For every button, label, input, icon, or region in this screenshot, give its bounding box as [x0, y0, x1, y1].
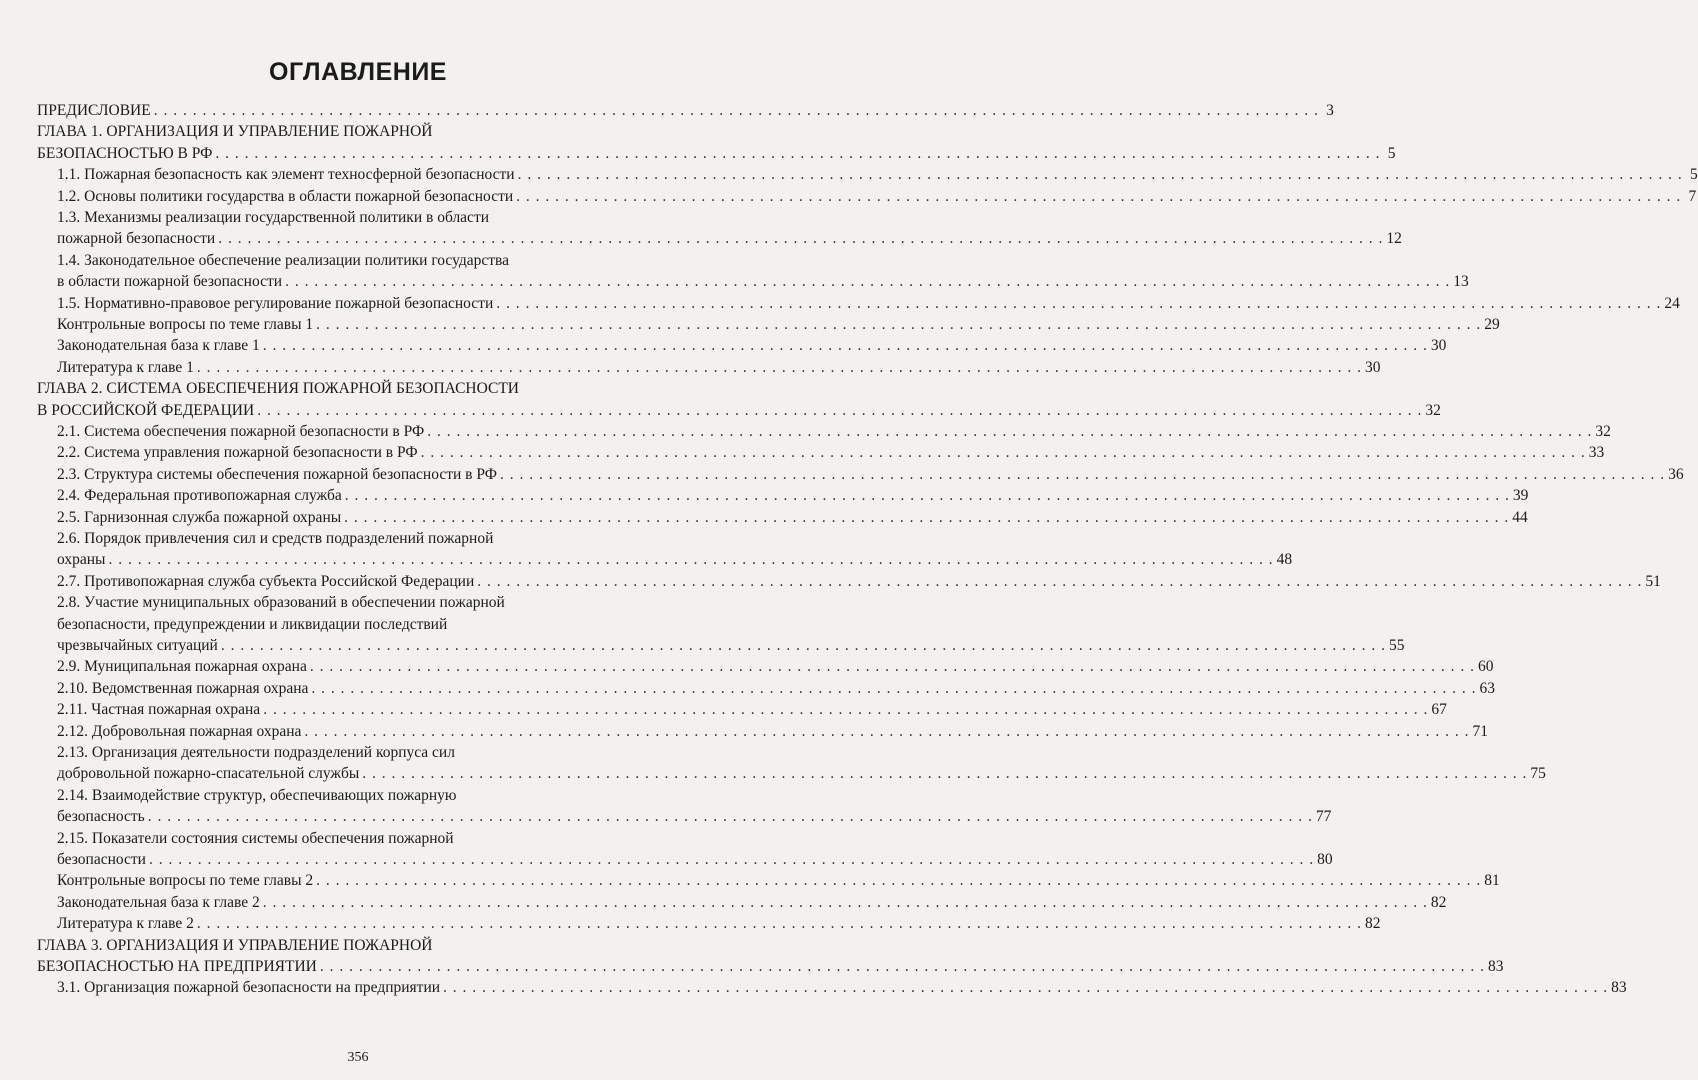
toc-entry-text: 2.6. Порядок привлечения сил и средств подразделений пожарной	[57, 530, 494, 547]
toc-entry-text: 2.11. Частная пожарная охрана	[57, 701, 261, 719]
toc-entry-text: 2.5. Гарнизонная служба пожарной охраны	[57, 508, 342, 526]
toc-entry-text: охраны	[57, 551, 106, 569]
toc-page-number: 39	[1512, 487, 1529, 505]
dot-leader: . . . . . . . . . . . . . . . . . . . . . . . . . . . . . . . . . . . . . . . . . . . . . . . . . . . . . . . . . . . . . . . . . . . . . . . . . . . . . . . . . . . . . . . . . . . . . . . . . . . . . . . . . . . . . . . . . . . . . . . .	[477, 572, 1643, 590]
toc-entry-text: 2.3. Структура системы обеспечения пожарной безопасности в РФ	[57, 465, 497, 483]
toc-entry-text: БЕЗОПАСНОСТЬЮ НА ПРЕДПРИЯТИИ	[37, 957, 317, 975]
toc-page-number: 36	[1668, 465, 1684, 483]
toc-page-number: 33	[1588, 444, 1605, 462]
toc-entry-text: 2.12. Добровольная пожарная охрана	[57, 722, 302, 740]
toc-entry-text: в области пожарной безопасности	[57, 273, 283, 291]
dot-leader: . . . . . . . . . . . . . . . . . . . . . . . . . . . . . . . . . . . . . . . . . . . . . . . . . . . . . . . . . . . . . . . . . . . . . . . . . . . . . . . . . . . . . . . . . . . . . . . . . . . . . . . . . . . . . . . . . . . . . . . .	[220, 636, 1386, 654]
dot-leader: . . . . . . . . . . . . . . . . . . . . . . . . . . . . . . . . . . . . . . . . . . . . . . . . . . . . . . . . . . . . . . . . . . . . . . . . . . . . . . . . . . . . . . . . . . . . . . . . . . . . . . . . . . . . . . . . . . . . . . . .	[262, 893, 1428, 911]
toc-page-number: 30	[1430, 337, 1447, 355]
dot-leader: . . . . . . . . . . . . . . . . . . . . . . . . . . . . . . . . . . . . . . . . . . . . . . . . . . . . . . . . . . . . . . . . . . . . . . . . . . . . . . . . . . . . . . . . . . . . . . . . . . . . . . . . . . . . . . . . . . . . . . . .	[304, 722, 1470, 740]
dot-leader: . . . . . . . . . . . . . . . . . . . . . . . . . . . . . . . . . . . . . . . . . . . . . . . . . . . . . . . . . . . . . . . . . . . . . . . . . . . . . . . . . . . . . . . . . . . . . . . . . . . . . . . . . . . . . . . . . . . . . . . .	[215, 144, 1381, 162]
dot-leader: . . . . . . . . . . . . . . . . . . . . . . . . . . . . . . . . . . . . . . . . . . . . . . . . . . . . . . . . . . . . . . . . . . . . . . . . . . . . . . . . . . . . . . . . . . . . . . . . . . . . . . . . . . . . . . . . . . . . . . . .	[108, 551, 1274, 569]
dot-leader: . . . . . . . . . . . . . . . . . . . . . . . . . . . . . . . . . . . . . . . . . . . . . . . . . . . . . . . . . . . . . . . . . . . . . . . . . . . . . . . . . . . . . . . . . . . . . . . . . . . . . . . . . . . . . . . . . . . . . . . .	[148, 850, 1315, 868]
toc-page-number: 83	[1611, 979, 1627, 997]
dot-leader: . . . . . . . . . . . . . . . . . . . . . . . . . . . . . . . . . . . . . . . . . . . . . . . . . . . . . . . . . . . . . . . . . . . . . . . . . . . . . . . . . . . . . . . . . . . . . . . . . . . . . . . . . . . . . . . . . . . . . . . .	[496, 294, 1662, 312]
dot-leader: . . . . . . . . . . . . . . . . . . . . . . . . . . . . . . . . . . . . . . . . . . . . . . . . . . . . . . . . . . . . . . . . . . . . . . . . . . . . . . . . . . . . . . . . . . . . . . . . . . . . . . . . . . . . . . . . . . . . . . . .	[443, 979, 1609, 997]
dot-leader: . . . . . . . . . . . . . . . . . . . . . . . . . . . . . . . . . . . . . . . . . . . . . . . . . . . . . . . . . . . . . . . . . . . . . . . . . . . . . . . . . . . . . . . . . . . . . . . . . . . . . . . . . . . . . . . . . . . . . . . .	[196, 915, 1362, 933]
toc-page-number: 75	[1530, 765, 1546, 783]
toc-page-number: 5	[1689, 166, 1698, 184]
toc-page-number: 82	[1430, 893, 1447, 911]
toc-entry-text: безопасность	[57, 808, 145, 826]
toc-entry-text: 2.2. Система управления пожарной безопасности в РФ	[57, 444, 418, 462]
toc-page-number: 7	[1688, 187, 1697, 205]
toc-entry-text: ГЛАВА 1. ОРГАНИЗАЦИЯ И УПРАВЛЕНИЕ ПОЖАРНОЙ	[37, 123, 433, 141]
toc-entry-text: БЕЗОПАСНОСТЬЮ В РФ	[37, 144, 213, 162]
toc-page-number: 60	[1477, 658, 1494, 676]
dot-leader: . . . . . . . . . . . . . . . . . . . . . . . . . . . . . . . . . . . . . . . . . . . . . . . . . . . . . . . . . . . . . . . . . . . . . . . . . . . . . . . . . . . . . . . . . . . . . . . . . . . . . . . . . . . . . . . . . . . . . . . .	[316, 872, 1482, 890]
toc-entry-text: 1.5. Нормативно-правовое регулирование пожарной безопасности	[57, 294, 494, 312]
toc-page-number: 32	[1425, 401, 1441, 419]
toc-page-number: 77	[1315, 808, 1332, 826]
toc-page-number: 55	[1388, 636, 1405, 654]
toc-page-number: 12	[1386, 230, 1402, 248]
toc-entry-text: 2.14. Взаимодействие структур, обеспечивающих пожарную	[57, 786, 457, 804]
toc-entry-text: 2.7. Противопожарная служба субъекта Российской Федерации	[57, 572, 475, 590]
dot-leader: . . . . . . . . . . . . . . . . . . . . . . . . . . . . . . . . . . . . . . . . . . . . . . . . . . . . . . . . . . . . . . . . . . . . . . . . . . . . . . . . . . . . . . . . . . . . . . . . . . . . . . . . . . . . . . . . . . . . . . . .	[285, 273, 1451, 291]
toc-entry-text: 2.1. Система обеспечения пожарной безопасности в РФ	[57, 423, 425, 440]
dot-leader: . . . . . . . . . . . . . . . . . . . . . . . . . . . . . . . . . . . . . . . . . . . . . . . . . . . . . . . . . . . . . . . . . . . . . . . . . . . . . . . . . . . . . . . . . . . . . . . . . . . . . . . . . . . . . . . . . . . . . . . .	[311, 679, 1477, 697]
page-title: ОГЛАВЛЕНИЕ	[269, 58, 447, 86]
toc-entry-text: пожарной безопасности	[57, 230, 216, 248]
toc-entry-text: Законодательная база к главе 1	[57, 337, 260, 355]
dot-leader: . . . . . . . . . . . . . . . . . . . . . . . . . . . . . . . . . . . . . . . . . . . . . . . . . . . . . . . . . . . . . . . . . . . . . . . . . . . . . . . . . . . . . . . . . . . . . . . . . . . . . . . . . . . . . . . . . . . . . . . .	[516, 187, 1682, 205]
toc-entry-text: Контрольные вопросы по теме главы 2	[57, 872, 314, 890]
dot-leader: . . . . . . . . . . . . . . . . . . . . . . . . . . . . . . . . . . . . . . . . . . . . . . . . . . . . . . . . . . . . . . . . . . . . . . . . . . . . . . . . . . . . . . . . . . . . . . . . . . . . . . . . . . . . . . . . . . . . . . . .	[344, 487, 1510, 505]
toc-page-number: 71	[1472, 722, 1489, 740]
dot-leader: . . . . . . . . . . . . . . . . . . . . . . . . . . . . . . . . . . . . . . . . . . . . . . . . . . . . . . . . . . . . . . . . . . . . . . . . . . . . . . . . . . . . . . . . . . . . . . . . . . . . . . . . . . . . . . . . . . . . . . . .	[499, 465, 1666, 483]
toc-page-number: 51	[1645, 572, 1661, 590]
toc-entry-text: В РОССИЙСКОЙ ФЕДЕРАЦИИ	[37, 401, 255, 419]
dot-leader: . . . . . . . . . . . . . . . . . . . . . . . . . . . . . . . . . . . . . . . . . . . . . . . . . . . . . . . . . . . . . . . . . . . . . . . . . . . . . . . . . . . . . . . . . . . . . . . . . . . . . . . . . . . . . . . . . . . . . . . .	[153, 102, 1319, 119]
dot-leader: . . . . . . . . . . . . . . . . . . . . . . . . . . . . . . . . . . . . . . . . . . . . . . . . . . . . . . . . . . . . . . . . . . . . . . . . . . . . . . . . . . . . . . . . . . . . . . . . . . . . . . . . . . . . . . . . . . . . . . . .	[319, 957, 1486, 975]
toc-page-number: 3	[1326, 102, 1334, 119]
toc-page-number: 44	[1512, 508, 1528, 526]
dot-leader: . . . . . . . . . . . . . . . . . . . . . . . . . . . . . . . . . . . . . . . . . . . . . . . . . . . . . . . . . . . . . . . . . . . . . . . . . . . . . . . . . . . . . . . . . . . . . . . . . . . . . . . . . . . . . . . . . . . . . . . .	[263, 701, 1429, 719]
toc-entry-text: безопасности	[57, 850, 146, 868]
toc-page-number: 30	[1364, 358, 1381, 376]
toc-page-number: 67	[1431, 701, 1447, 719]
toc-entry-text: 2.15. Показатели состояния системы обеспечения пожарной	[57, 829, 454, 847]
toc-page-number: 13	[1453, 273, 1469, 291]
toc-page-number: 83	[1488, 957, 1504, 975]
toc-page-number: 32	[1595, 423, 1611, 440]
toc-entry-text: ГЛАВА 2. СИСТЕМА ОБЕСПЕЧЕНИЯ ПОЖАРНОЙ БЕЗОПАСНОСТИ	[37, 380, 519, 398]
dot-leader: . . . . . . . . . . . . . . . . . . . . . . . . . . . . . . . . . . . . . . . . . . . . . . . . . . . . . . . . . . . . . . . . . . . . . . . . . . . . . . . . . . . . . . . . . . . . . . . . . . . . . . . . . . . . . . . . . . . . . . . .	[218, 230, 1384, 248]
toc-entry-text: 1.1. Пожарная безопасность как элемент техносферной безопасности	[57, 166, 515, 184]
dot-leader: . . . . . . . . . . . . . . . . . . . . . . . . . . . . . . . . . . . . . . . . . . . . . . . . . . . . . . . . . . . . . . . . . . . . . . . . . . . . . . . . . . . . . . . . . . . . . . . . . . . . . . . . . . . . . . . . . . . . . . . .	[196, 358, 1362, 376]
toc-entry-text: 1.2. Основы политики государства в области пожарной безопасности	[57, 187, 514, 205]
dot-leader: . . . . . . . . . . . . . . . . . . . . . . . . . . . . . . . . . . . . . . . . . . . . . . . . . . . . . . . . . . . . . . . . . . . . . . . . . . . . . . . . . . . . . . . . . . . . . . . . . . . . . . . . . . . . . . . . . . . . . . . .	[309, 658, 1475, 676]
dot-leader: . . . . . . . . . . . . . . . . . . . . . . . . . . . . . . . . . . . . . . . . . . . . . . . . . . . . . . . . . . . . . . . . . . . . . . . . . . . . . . . . . . . . . . . . . . . . . . . . . . . . . . . . . . . . . . . . . . . . . . . .	[362, 765, 1528, 783]
toc-entry-text: Литература к главе 2	[57, 915, 194, 933]
toc-page-number: 48	[1276, 551, 1293, 569]
toc-entry-text: Законодательная база к главе 2	[57, 893, 260, 911]
toc-entry-text: добровольной пожарно-спасательной службы	[57, 765, 360, 783]
toc-entry-text: Контрольные вопросы по теме главы 1	[57, 316, 314, 333]
toc-entry-text: 2.9. Муниципальная пожарная охрана	[57, 658, 307, 676]
toc-entry-text: 2.4. Федеральная противопожарная служба	[57, 487, 342, 505]
toc-entry-text: 2.13. Организация деятельности подразделений корпуса сил	[57, 744, 455, 761]
toc-page-number: 24	[1664, 294, 1680, 312]
toc-page-number: 80	[1317, 850, 1333, 868]
toc-entry-text: Литература к главе 1	[57, 358, 194, 376]
toc-entry-text: безопасности, предупреждении и ликвидации последствий	[57, 615, 448, 633]
dot-leader: . . . . . . . . . . . . . . . . . . . . . . . . . . . . . . . . . . . . . . . . . . . . . . . . . . . . . . . . . . . . . . . . . . . . . . . . . . . . . . . . . . . . . . . . . . . . . . . . . . . . . . . . . . . . . . . . . . . . . . . .	[517, 166, 1683, 184]
toc-entry-text: ГЛАВА 3. ОРГАНИЗАЦИЯ И УПРАВЛЕНИЕ ПОЖАРНОЙ	[37, 936, 433, 954]
dot-leader: . . . . . . . . . . . . . . . . . . . . . . . . . . . . . . . . . . . . . . . . . . . . . . . . . . . . . . . . . . . . . . . . . . . . . . . . . . . . . . . . . . . . . . . . . . . . . . . . . . . . . . . . . . . . . . . . . . . . . . . .	[257, 401, 1423, 419]
toc-entry-text: 2.10. Ведомственная пожарная охрана	[57, 679, 309, 697]
toc-entry-text: 1.4. Законодательное обеспечение реализации политики государства	[57, 251, 510, 269]
toc-page-number: 82	[1364, 915, 1381, 933]
toc-entry-text: 3.1. Организация пожарной безопасности на предприятии	[57, 979, 441, 997]
dot-leader: . . . . . . . . . . . . . . . . . . . . . . . . . . . . . . . . . . . . . . . . . . . . . . . . . . . . . . . . . . . . . . . . . . . . . . . . . . . . . . . . . . . . . . . . . . . . . . . . . . . . . . . . . . . . . . . . . . . . . . . .	[344, 508, 1510, 526]
dot-leader: . . . . . . . . . . . . . . . . . . . . . . . . . . . . . . . . . . . . . . . . . . . . . . . . . . . . . . . . . . . . . . . . . . . . . . . . . . . . . . . . . . . . . . . . . . . . . . . . . . . . . . . . . . . . . . . . . . . . . . . .	[316, 316, 1482, 333]
toc-entry-text: 1.3. Механизмы реализации государственной политики в области	[57, 209, 490, 226]
toc-entry-text: 2.8. Участие муниципальных образований в обеспечении пожарной	[57, 594, 505, 612]
toc-page-number: 5	[1387, 144, 1396, 162]
dot-leader: . . . . . . . . . . . . . . . . . . . . . . . . . . . . . . . . . . . . . . . . . . . . . . . . . . . . . . . . . . . . . . . . . . . . . . . . . . . . . . . . . . . . . . . . . . . . . . . . . . . . . . . . . . . . . . . . . . . . . . . .	[262, 337, 1428, 355]
toc-entry-text: чрезвычайных ситуаций	[57, 636, 218, 654]
toc-page-number: 29	[1484, 316, 1500, 333]
toc-page-number: 81	[1484, 872, 1500, 890]
toc-page-number: 63	[1479, 679, 1495, 697]
page-number: 356	[347, 1050, 369, 1065]
dot-leader: . . . . . . . . . . . . . . . . . . . . . . . . . . . . . . . . . . . . . . . . . . . . . . . . . . . . . . . . . . . . . . . . . . . . . . . . . . . . . . . . . . . . . . . . . . . . . . . . . . . . . . . . . . . . . . . . . . . . . . . .	[427, 423, 1593, 440]
toc-entry-text: ПРЕДИСЛОВИЕ	[37, 102, 151, 119]
dot-leader: . . . . . . . . . . . . . . . . . . . . . . . . . . . . . . . . . . . . . . . . . . . . . . . . . . . . . . . . . . . . . . . . . . . . . . . . . . . . . . . . . . . . . . . . . . . . . . . . . . . . . . . . . . . . . . . . . . . . . . . .	[420, 444, 1586, 462]
dot-leader: . . . . . . . . . . . . . . . . . . . . . . . . . . . . . . . . . . . . . . . . . . . . . . . . . . . . . . . . . . . . . . . . . . . . . . . . . . . . . . . . . . . . . . . . . . . . . . . . . . . . . . . . . . . . . . . . . . . . . . . .	[147, 808, 1313, 826]
